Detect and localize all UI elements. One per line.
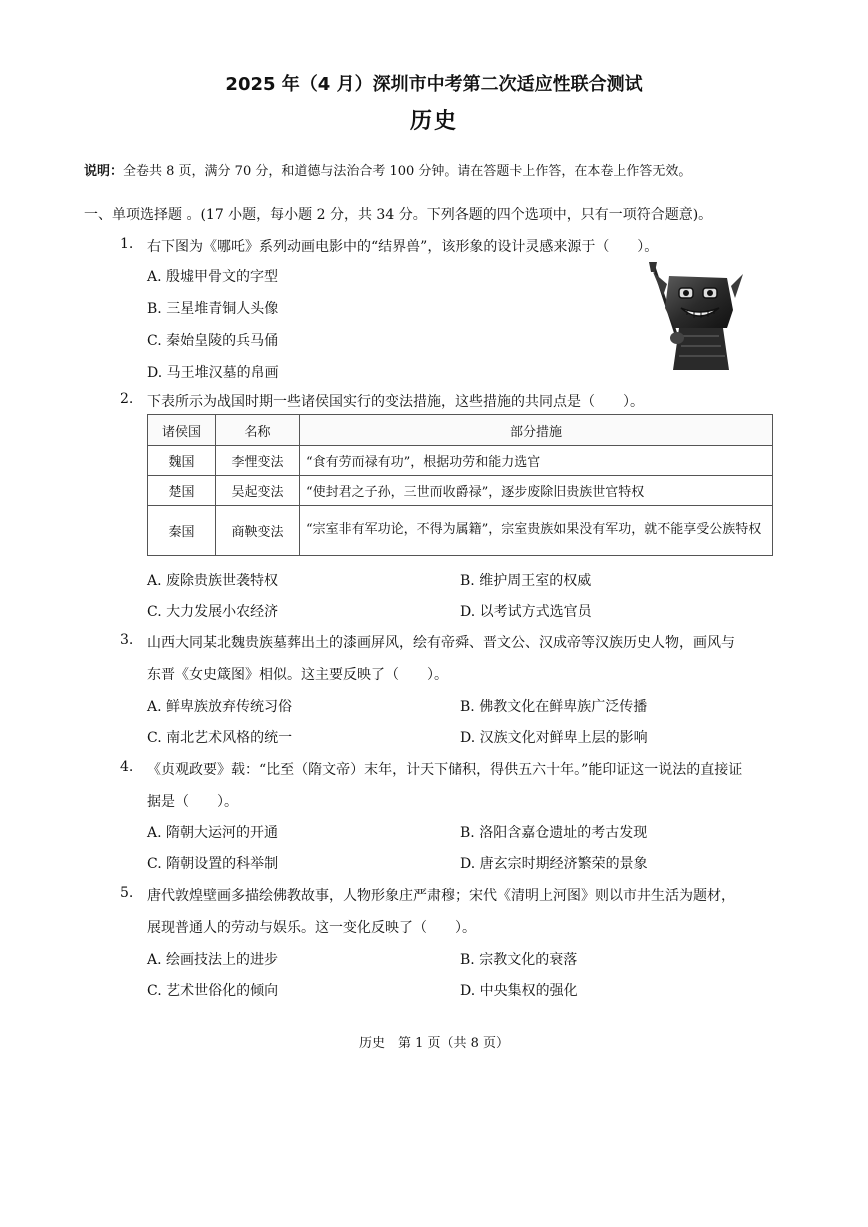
question-stem-line-1: 山西大同某北魏贵族墓葬出土的漆画屏风，绘有帝舜、晋文公、汉成帝等汉族历史人物，画风与 bbox=[147, 635, 735, 651]
option-d: D. 唐玄宗时期经济繁荣的景象 bbox=[460, 856, 648, 872]
question-stem-line-2: 东晋《女史箴图》相似。这主要反映了（ ）。 bbox=[147, 667, 448, 683]
question-stem-line-1: 《贞观政要》载：“比至（隋文帝）末年，计天下储积，得供五六十年。”能印证这一说法的直接证 bbox=[147, 762, 743, 778]
guardian-beast-figure bbox=[647, 262, 743, 370]
option-a: A. 绘画技法上的进步 bbox=[147, 952, 279, 968]
question-stem-line-2: 展现普通人的劳动与娱乐。这一变化反映了（ ）。 bbox=[147, 920, 476, 936]
question-stem: 下表所示为战国时期一些诸侯国实行的变法措施，这些措施的共同点是（ ）。 bbox=[147, 394, 644, 410]
question-number: 1. bbox=[120, 236, 134, 252]
page-footer: 历史 第 1 页（共 8 页） bbox=[358, 1036, 510, 1051]
table-cell: 商鞅变法 bbox=[216, 506, 300, 556]
option-d: D. 汉族文化对鲜卑上层的影响 bbox=[460, 730, 648, 746]
table-cell: 秦国 bbox=[148, 506, 216, 556]
table-row bbox=[148, 446, 773, 476]
table-header: 诸侯国 bbox=[148, 415, 216, 446]
table-cell: 楚国 bbox=[148, 476, 216, 506]
option-b: B. 洛阳含嘉仓遗址的考古发现 bbox=[460, 825, 648, 841]
option-b: B. 宗教文化的衰落 bbox=[460, 952, 578, 968]
section-title: 一、单项选择题 。(17 小题，每小题 2 分，共 34 分。下列各题的四个选项中，只有一项符合题意)。 bbox=[84, 207, 713, 223]
option-a: A. 鲜卑族放弃传统习俗 bbox=[147, 699, 293, 715]
question-stem-line-2: 据是（ ）。 bbox=[147, 794, 238, 810]
table-row bbox=[148, 506, 773, 556]
option-d: D. 中央集权的强化 bbox=[460, 983, 578, 999]
question-number: 3. bbox=[120, 632, 134, 648]
subject-title: 历史 bbox=[409, 109, 458, 134]
exam-title: 2025 年（4 月）深圳市中考第二次适应性联合测试 bbox=[225, 74, 643, 95]
table-cell: “使封君之子孙，三世而收爵禄”，逐步废除旧贵族世官特权 bbox=[300, 476, 773, 506]
table-header-row bbox=[148, 415, 773, 446]
question-number: 4. bbox=[120, 759, 134, 775]
table-cell: 魏国 bbox=[148, 446, 216, 476]
question-number: 2. bbox=[120, 391, 134, 407]
table-header: 名称 bbox=[216, 415, 300, 446]
instructions-text: 全卷共 8 页，满分 70 分，和道德与法治合考 100 分钟。请在答题卡上作答，在本卷上作答无效。 bbox=[123, 164, 692, 179]
table-cell: 吴起变法 bbox=[216, 476, 300, 506]
option-d: D. 马王堆汉墓的帛画 bbox=[147, 365, 279, 381]
table-row bbox=[148, 476, 773, 506]
option-c: C. 艺术世俗化的倾向 bbox=[147, 983, 279, 999]
option-c: C. 秦始皇陵的兵马俑 bbox=[147, 333, 279, 349]
option-b: B. 三星堆青铜人头像 bbox=[147, 301, 279, 317]
option-a: A. 隋朝大运河的开通 bbox=[147, 825, 279, 841]
question-number: 5. bbox=[120, 885, 134, 901]
instructions-label: 说明： bbox=[84, 164, 124, 179]
option-a: A. 废除贵族世袭特权 bbox=[147, 573, 279, 589]
option-c: C. 南北艺术风格的统一 bbox=[147, 730, 293, 746]
option-d: D. 以考试方式选官员 bbox=[460, 604, 592, 620]
exam-instructions bbox=[84, 160, 691, 179]
reform-measures-table bbox=[147, 414, 773, 556]
question-stem: 右下图为《哪吒》系列动画电影中的“结界兽”，该形象的设计灵感来源于（ ）。 bbox=[147, 239, 659, 255]
option-b: B. 佛教文化在鲜卑族广泛传播 bbox=[460, 699, 648, 715]
table-cell: “宗室非有军功论，不得为属籍”，宗室贵族如果没有军功，就不能享受公族特权 bbox=[300, 506, 773, 556]
option-b: B. 维护周王室的权威 bbox=[460, 573, 592, 589]
table-cell: “食有劳而禄有功”，根据功劳和能力选官 bbox=[300, 446, 773, 476]
option-c: C. 大力发展小农经济 bbox=[147, 604, 279, 620]
table-cell: 李悝变法 bbox=[216, 446, 300, 476]
table-header: 部分措施 bbox=[300, 415, 773, 446]
option-c: C. 隋朝设置的科举制 bbox=[147, 856, 279, 872]
question-stem-line-1: 唐代敦煌壁画多描绘佛教故事，人物形象庄严肃穆；宋代《清明上河图》则以市井生活为题材， bbox=[147, 888, 735, 904]
option-a: A. 殷墟甲骨文的字型 bbox=[147, 269, 279, 285]
